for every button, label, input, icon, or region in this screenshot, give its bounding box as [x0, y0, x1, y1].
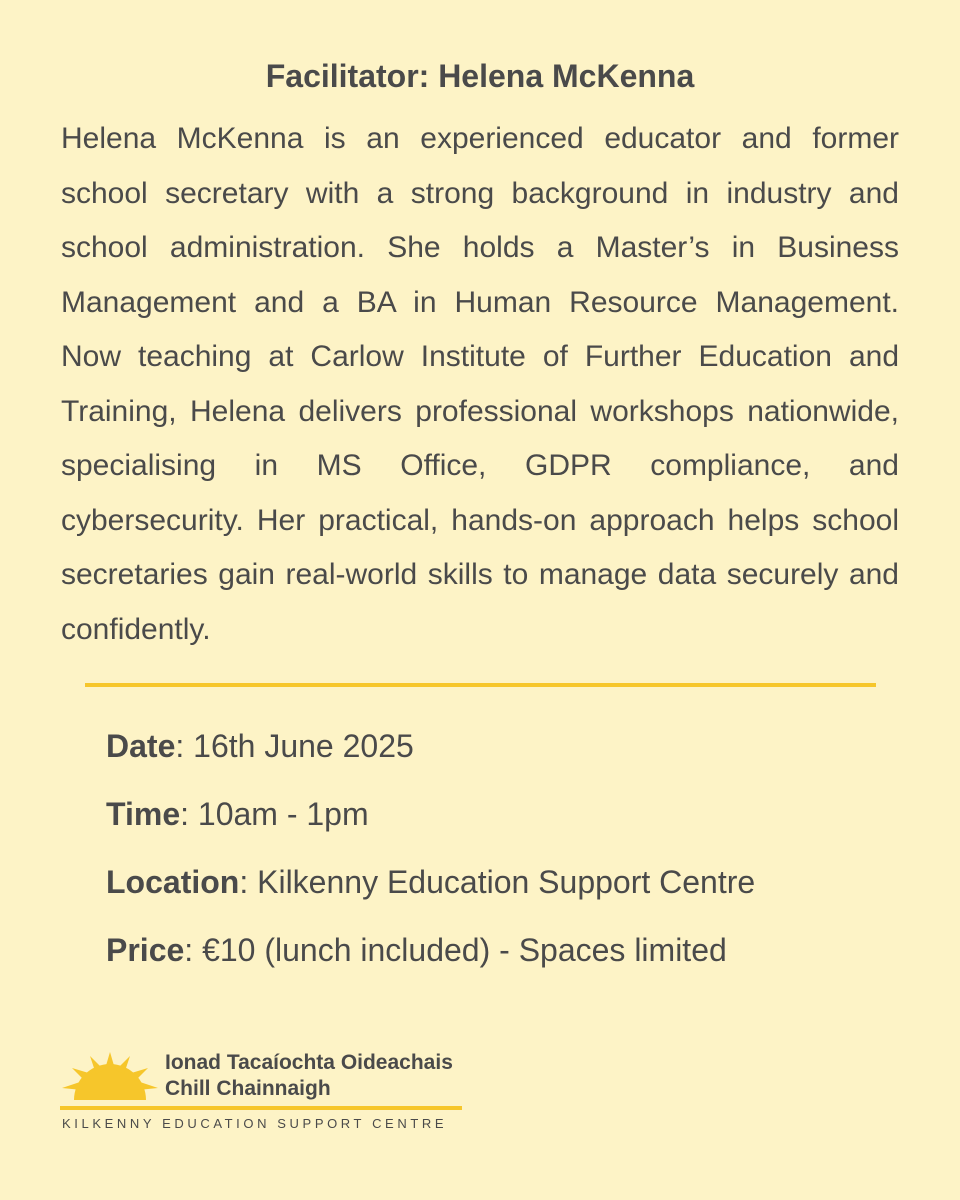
date-value: : 16th June 2025 — [175, 728, 414, 764]
location-label: Location — [106, 864, 240, 900]
sun-icon — [60, 1050, 160, 1104]
price-value: : €10 (lunch included) - Spaces limited — [184, 932, 727, 968]
time-value: : 10am - 1pm — [180, 796, 369, 832]
logo-rule — [60, 1106, 462, 1110]
logo-name-line2: Chill Chainnaigh — [165, 1077, 331, 1100]
event-details — [106, 724, 755, 996]
section-divider — [85, 683, 876, 687]
detail-time — [106, 792, 755, 860]
location-value: : Kilkenny Education Support Centre — [239, 864, 756, 900]
facilitator-bio: Helena McKenna is an experienced educator and former school secretary with a strong background in industry and school administration. She holds a Master’s in Business Management and a BA in Human Resource Management. Now teaching at Carlow Institute of Further Education and Training, Helena delivers professional workshops nationwide, specialising in MS Office, GDPR compliance, and cybersecurity. Her practical, hands-on approach helps school secretaries gain real-world skills to manage data securely and confidently. — [61, 122, 899, 646]
detail-price — [106, 928, 755, 996]
facilitator-heading: Facilitator: Helena McKenna — [265, 58, 695, 94]
logo-name-line1: Ionad Tacaíochta Oideachais — [165, 1051, 453, 1074]
detail-date — [106, 724, 755, 792]
kesc-logo — [60, 1050, 465, 1140]
time-label: Time — [106, 796, 181, 832]
logo-name — [165, 1050, 453, 1102]
detail-location — [106, 860, 755, 928]
date-label: Date — [106, 728, 176, 764]
logo-tagline: KILKENNY EDUCATION SUPPORT CENTRE — [62, 1116, 448, 1131]
price-label: Price — [106, 932, 185, 968]
